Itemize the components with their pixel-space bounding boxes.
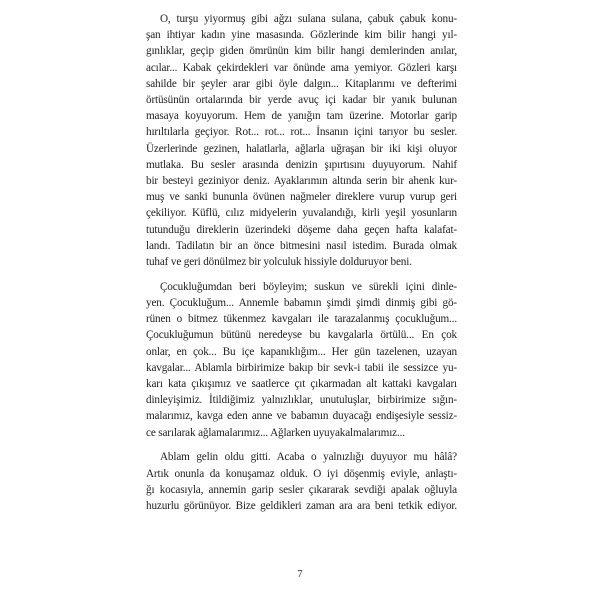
text-line: ğı kocasıyla, annemin garip sesler çıkararak sevdiği apalak oğluyla (146, 483, 457, 496)
text-line: Çocukluğumun bütünü neredeyse bu kavgalarla örtülü... En çok (146, 329, 457, 342)
text-line: hırıltılarla geçiyor. Rot... rot... rot... İnsanın içini tarıyor bu sesler. (146, 126, 457, 139)
text-line: bir besteyi geziniyor deniz. Ayaklarımın altında serin bir ahenk kur- (146, 175, 457, 188)
text-line: şan ihtiyar kadın yine masasında. Gözlerinde kim bilir hangi yıl- (146, 29, 457, 42)
text-line: çekiliyor. Küflü, cılız midyelerin yuvalandığı, kirli yeşil yosunların (146, 207, 457, 220)
paragraph-1 (146, 11, 457, 270)
text-line: landı. Tadilatın bir an önce bitmesini nasıl istedim. Burada olmak (146, 239, 457, 252)
text-line: Artık onunla da konuşamaz olduk. O iyi döşenmiş eviyle, anlaştı- (146, 467, 457, 480)
text-line: gınlıklar, geçip giden ömrünün kim bilir hangi demlerinden anılar, (146, 45, 457, 58)
text-line: mutlaka. Bu sesler arasında denizin şıpırtısını duyuyorum. Nahif (146, 158, 457, 171)
text-line: örtüsünün ortalarında bir yerde avuç içi kadar bir yanık bulunan (146, 94, 457, 107)
text-line: Üzerlerinde gezinen, halatlarla, ağlarla uğraşan bir iki kişi oluyor (146, 142, 457, 155)
text-line: tutunduğu direklerin üzerindeki döşeme daha geçen hafta kalafat- (146, 223, 457, 236)
text-line: ce sarılarak ağlamalarımız... Ağlarken uyuyakalmalarımız... (146, 426, 405, 439)
paragraph-3 (146, 449, 457, 514)
page-number: 7 (297, 569, 303, 580)
text-line: rünen o bitmez tükenmez kavgaları ile tarazalanmış çocukluğum... (146, 313, 457, 326)
text-line: yen. Çocukluğum... Annemle babamın şimdi şimdi dinmiş gibi gö- (146, 297, 457, 310)
paragraph-2 (146, 279, 457, 441)
text-line: huzurlu görünüyor. Bize geldikleri zaman ara ara beni tetkik ediyor. (146, 500, 457, 513)
text-line: masaya koyuyorum. Hem de yanığın tam üzerine. Motorlar garip (146, 110, 457, 123)
text-line: onlar, en çok... Bu içe kapanıklığım... Her gün tazelenen, uzayan (146, 345, 457, 358)
text-line: O, turşu yiyormuş gibi ağzı sulana sulana, çabuk çabuk konu- (160, 13, 457, 25)
text-line: Çocukluğumdan beri böyleyim; suskun ve sürekli içini dinle- (160, 280, 457, 293)
text-line: tuhaf ve geri dönülmez bir yolculuk hissiyle dolduruyor beni. (146, 256, 412, 269)
text-line: acılar... Kabak çekirdekleri var önünde ama yemiyor. Gözleri karşı (146, 61, 457, 74)
text-line: malarımız, kavga eden anne ve babamın duyacağı endişesiyle sessiz- (146, 410, 457, 423)
text-line: kavgalar... Ablamla birbirimize bakıp bir sevk-i tabii ile sessizce yu- (146, 361, 457, 374)
text-line: karı kata çıkışımız ve saatlerce çıt çıkarmadan alt kattaki kavgaları (146, 378, 457, 391)
text-line: Ablam gelin oldu gitti. Acaba o yalnızlığı duyuyor mu hâlâ? (160, 451, 457, 464)
text-line: dinleyişimiz. İtildiğimiz yalnızlıklar, unutuluşlar, birbirimize sığın- (146, 394, 457, 407)
text-line: muş ve sanki bununla övünen nağmeler direklere vurup vurup geri (146, 191, 457, 204)
body-text (146, 11, 457, 514)
text-line: sahilde bir şeyler arar gibi öyle dalgın... Kitaplarımı ve defterimi (146, 77, 457, 90)
